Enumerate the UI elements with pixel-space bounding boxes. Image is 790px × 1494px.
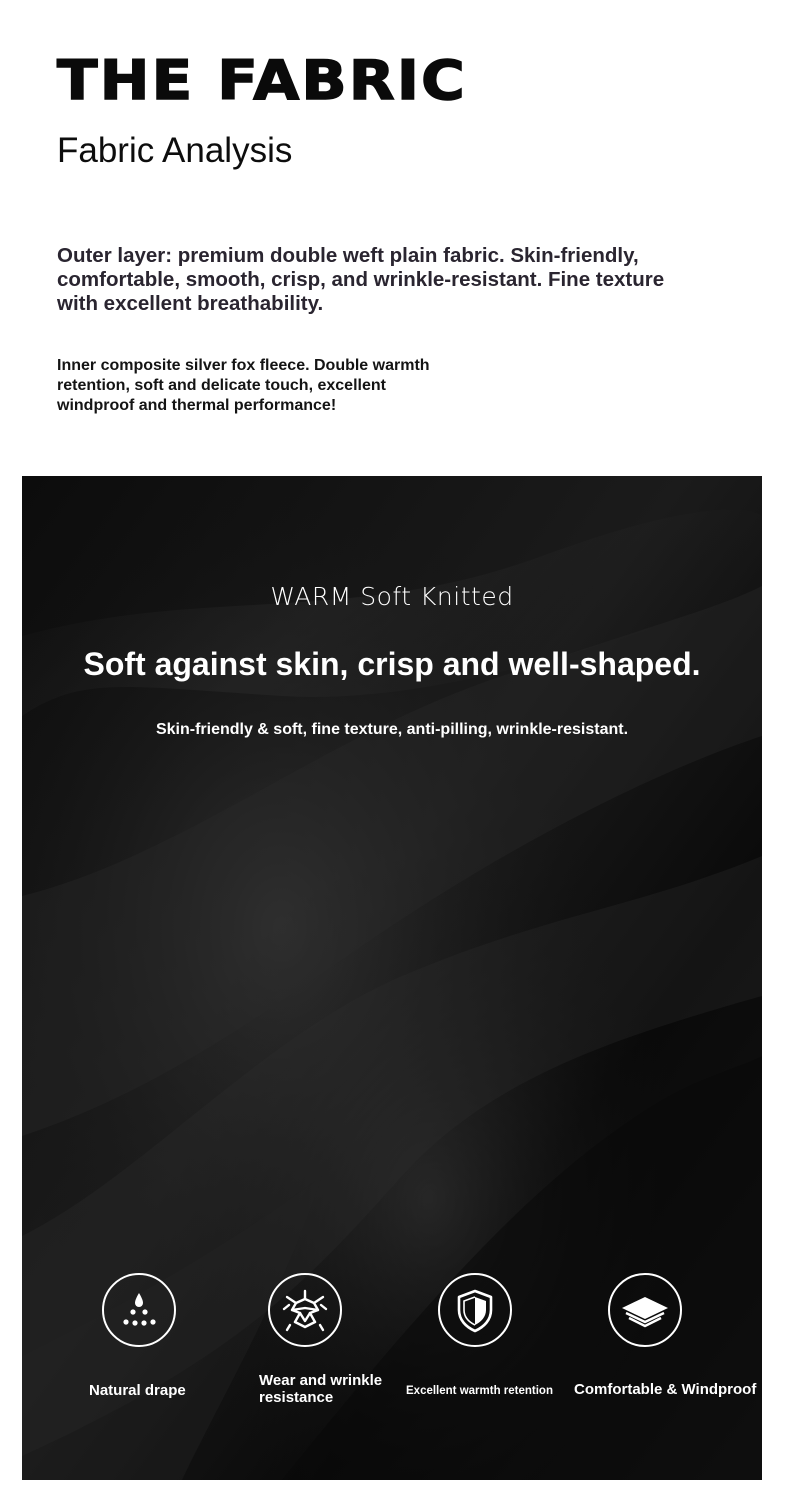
shield-icon <box>438 1273 512 1347</box>
crumpled-fabric-icon <box>268 1273 342 1347</box>
feature-natural-drape <box>54 1273 224 1399</box>
fabric-showcase-panel <box>22 476 762 1480</box>
feature-wrinkle-resistance <box>220 1273 390 1406</box>
feature-label: Wear and wrinkle resistance <box>259 1372 383 1406</box>
layers-icon <box>608 1273 682 1347</box>
feature-warmth-retention <box>390 1273 560 1397</box>
inner-layer-description: Inner composite silver fox fleece. Double warmth retention, soft and delicate touch, excellent windproof and thermal performance! <box>57 357 430 414</box>
panel-subtitle: Skin-friendly & soft, fine texture, anti-pilling, wrinkle-resistant. <box>155 721 629 738</box>
feature-label: Natural drape <box>89 1382 186 1399</box>
feature-windproof <box>560 1273 757 1398</box>
outer-layer-description: Outer layer: premium double weft plain fabric. Skin-friendly, comfortable, smooth, crisp, and wrinkle-resistant. Fine texture with excellent breathability. <box>57 244 665 315</box>
section-subtitle: Fabric Analysis <box>57 131 293 170</box>
page-title: THE FABRIC <box>57 49 467 112</box>
panel-title: Soft against skin, crisp and well-shaped. <box>83 646 701 682</box>
feature-label: Comfortable & Windproof <box>574 1381 757 1398</box>
fabric-type-label: WARM Soft Knitted <box>270 582 514 611</box>
feature-label: Excellent warmth retention <box>406 1385 553 1397</box>
water-drops-icon <box>102 1273 176 1347</box>
fabric-intro-section <box>0 0 790 476</box>
